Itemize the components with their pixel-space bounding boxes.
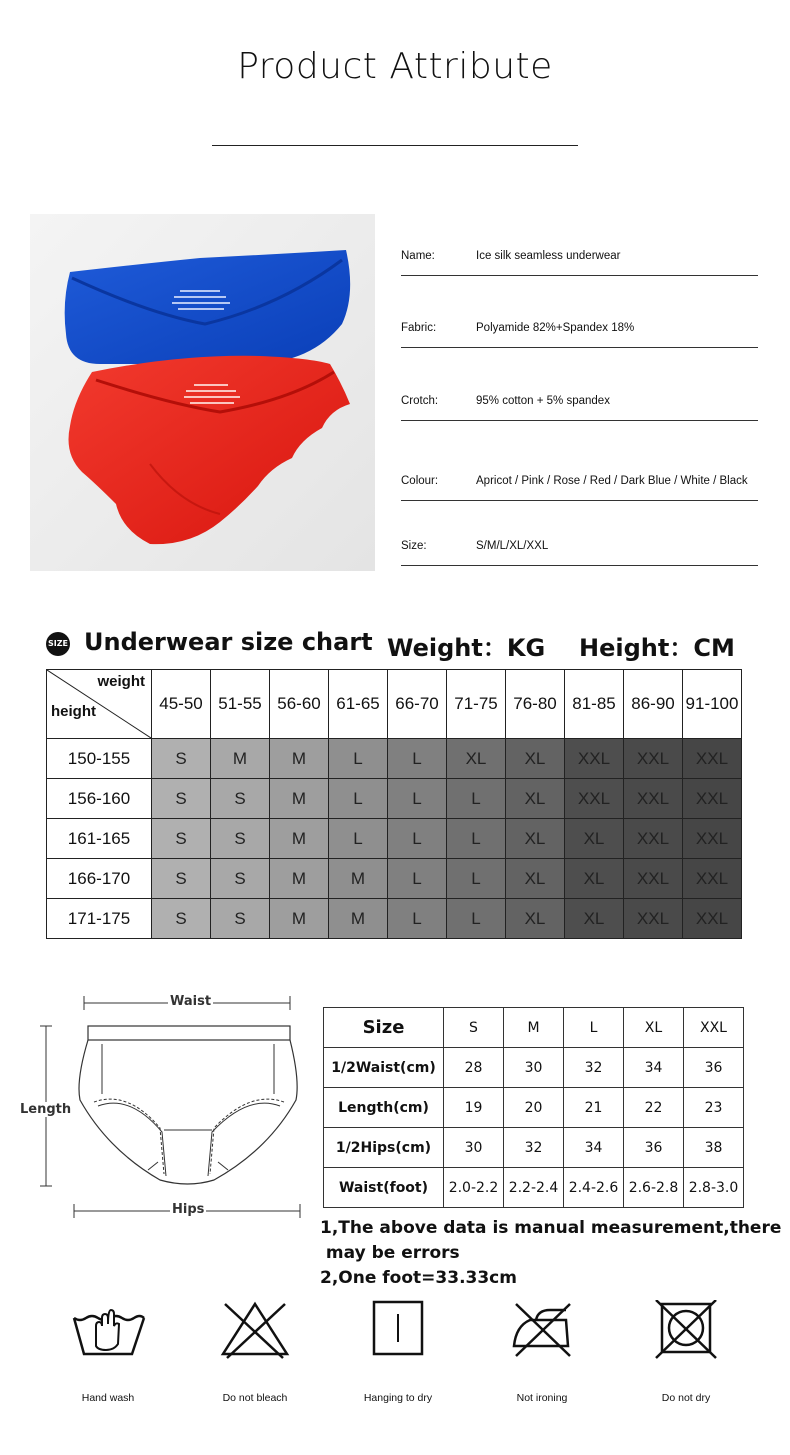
weight-unit: Weight：KG xyxy=(387,634,546,662)
attr-row-colour xyxy=(401,434,758,501)
weight-header: 71-75 xyxy=(447,670,506,739)
measurement-value: 19 xyxy=(444,1088,504,1128)
measurement-size-header: XXL xyxy=(684,1008,744,1048)
size-cell: XL xyxy=(447,739,506,779)
size-chart-row xyxy=(47,739,742,779)
size-chart-row xyxy=(47,859,742,899)
weight-header: 45-50 xyxy=(152,670,211,739)
attr-key: Colour: xyxy=(401,475,439,487)
size-cell: S xyxy=(152,779,211,819)
size-chart-corner xyxy=(47,670,152,739)
size-chart-row xyxy=(47,819,742,859)
size-cell: M xyxy=(270,779,329,819)
measurement-value: 2.6-2.8 xyxy=(624,1168,684,1208)
measurement-row xyxy=(324,1168,744,1208)
size-cell: L xyxy=(447,859,506,899)
height-range-cell: 156-160 xyxy=(47,779,152,819)
attr-value: Ice silk seamless underwear xyxy=(476,250,621,262)
note-line: 2,One foot=33.33cm xyxy=(320,1268,517,1288)
corner-height-label: height xyxy=(51,703,96,720)
measurement-value: 32 xyxy=(504,1128,564,1168)
attr-value: 95% cotton + 5% spandex xyxy=(476,395,610,407)
size-cell: M xyxy=(329,899,388,939)
weight-header: 81-85 xyxy=(565,670,624,739)
height-unit: Height：CM xyxy=(579,634,735,662)
title-divider xyxy=(212,145,578,146)
size-cell: XL xyxy=(565,899,624,939)
size-cell: L xyxy=(329,779,388,819)
size-cell: S xyxy=(152,819,211,859)
size-cell: XXL xyxy=(565,739,624,779)
measurement-row xyxy=(324,1048,744,1088)
corner-weight-label: weight xyxy=(97,673,145,690)
note-line: 1,The above data is manual measurement,there xyxy=(320,1218,782,1238)
length-label: Length xyxy=(20,1102,72,1117)
attr-key: Name: xyxy=(401,250,435,262)
attr-row-name xyxy=(401,209,758,276)
size-cell: XXL xyxy=(624,899,683,939)
size-cell: XL xyxy=(506,859,565,899)
weight-header: 61-65 xyxy=(329,670,388,739)
product-photo xyxy=(30,214,375,571)
size-cell: XL xyxy=(565,819,624,859)
size-cell: XL xyxy=(506,899,565,939)
size-cell: L xyxy=(388,739,447,779)
size-cell: XXL xyxy=(683,859,742,899)
weight-header: 56-60 xyxy=(270,670,329,739)
weight-header: 66-70 xyxy=(388,670,447,739)
size-cell: S xyxy=(152,859,211,899)
care-label: Do not bleach xyxy=(222,1392,288,1404)
size-cell: M xyxy=(270,739,329,779)
height-range-cell: 161-165 xyxy=(47,819,152,859)
size-cell: XL xyxy=(506,819,565,859)
attr-row-crotch xyxy=(401,354,758,421)
size-cell: S xyxy=(152,739,211,779)
waist-label: Waist xyxy=(170,994,212,1009)
size-chart-header-row xyxy=(47,670,742,739)
measurement-value: 36 xyxy=(684,1048,744,1088)
size-cell: L xyxy=(388,859,447,899)
measurement-row xyxy=(324,1128,744,1168)
measurement-value: 36 xyxy=(624,1128,684,1168)
care-do-not-dry xyxy=(626,1300,746,1404)
attr-key: Crotch: xyxy=(401,395,439,407)
size-chart-table xyxy=(46,669,742,939)
hang-dry-icon xyxy=(358,1300,438,1360)
measurement-row-label: 1/2Hips(cm) xyxy=(324,1128,444,1168)
size-chart-row xyxy=(47,779,742,819)
measurement-size-header: S xyxy=(444,1008,504,1048)
size-cell: M xyxy=(270,899,329,939)
size-chart-heading xyxy=(46,628,746,660)
measurement-row xyxy=(324,1088,744,1128)
size-cell: M xyxy=(211,739,270,779)
measurement-value: 34 xyxy=(564,1128,624,1168)
care-do-not-bleach xyxy=(195,1300,315,1404)
size-cell: M xyxy=(270,859,329,899)
attr-value: Apricot / Pink / Rose / Red / Dark Blue / White / Black xyxy=(476,475,748,487)
size-cell: L xyxy=(447,819,506,859)
weight-header: 51-55 xyxy=(211,670,270,739)
height-range-cell: 171-175 xyxy=(47,899,152,939)
measurement-size-header: XL xyxy=(624,1008,684,1048)
size-chart-title: Underwear size chart xyxy=(84,628,373,656)
measurement-value: 23 xyxy=(684,1088,744,1128)
measurement-value: 21 xyxy=(564,1088,624,1128)
weight-header: 86-90 xyxy=(624,670,683,739)
do-not-dry-icon xyxy=(646,1300,726,1360)
size-cell: L xyxy=(388,899,447,939)
size-cell: XL xyxy=(506,739,565,779)
size-cell: S xyxy=(211,779,270,819)
measurement-value: 28 xyxy=(444,1048,504,1088)
size-cell: S xyxy=(152,899,211,939)
care-label: Do not dry xyxy=(661,1392,711,1404)
size-cell: XXL xyxy=(624,739,683,779)
measurement-value: 30 xyxy=(444,1128,504,1168)
measurement-value: 2.8-3.0 xyxy=(684,1168,744,1208)
measurement-row-label: Waist(foot) xyxy=(324,1168,444,1208)
measurement-value: 32 xyxy=(564,1048,624,1088)
size-chart-row xyxy=(47,899,742,939)
care-label: Not ironing xyxy=(516,1392,568,1404)
note-line: may be errors xyxy=(320,1243,460,1263)
care-hand-wash xyxy=(48,1300,168,1404)
weight-header: 91-100 xyxy=(683,670,742,739)
size-cell: XXL xyxy=(624,859,683,899)
size-cell: L xyxy=(447,899,506,939)
measurement-table xyxy=(323,1007,744,1208)
size-cell: XXL xyxy=(683,779,742,819)
measurement-row-label: Length(cm) xyxy=(324,1088,444,1128)
size-cell: L xyxy=(329,739,388,779)
size-cell: XL xyxy=(506,779,565,819)
measurement-value: 22 xyxy=(624,1088,684,1128)
care-no-ironing xyxy=(482,1300,602,1404)
attr-value: Polyamide 82%+Spandex 18% xyxy=(476,322,635,334)
size-badge-icon: SIZE xyxy=(46,632,70,656)
attr-value: S/M/L/XL/XXL xyxy=(476,540,549,552)
size-cell: XL xyxy=(565,859,624,899)
care-label: Hanging to dry xyxy=(363,1392,433,1404)
height-range-cell: 166-170 xyxy=(47,859,152,899)
hand-wash-icon xyxy=(68,1300,148,1360)
measurement-notes xyxy=(320,1216,781,1291)
size-cell: XXL xyxy=(683,899,742,939)
size-cell: XXL xyxy=(683,739,742,779)
size-cell: L xyxy=(388,779,447,819)
measurement-value: 34 xyxy=(624,1048,684,1088)
size-cell: L xyxy=(329,819,388,859)
hips-label: Hips xyxy=(172,1202,205,1217)
size-cell: M xyxy=(329,859,388,899)
size-cell: XXL xyxy=(565,779,624,819)
measurement-value: 2.2-2.4 xyxy=(504,1168,564,1208)
measurement-value: 20 xyxy=(504,1088,564,1128)
height-range-cell: 150-155 xyxy=(47,739,152,779)
size-cell: S xyxy=(211,859,270,899)
weight-header: 76-80 xyxy=(506,670,565,739)
measurement-size-label: Size xyxy=(324,1008,444,1048)
size-cell: XXL xyxy=(624,819,683,859)
measurement-size-header: M xyxy=(504,1008,564,1048)
attr-row-fabric xyxy=(401,281,758,348)
care-hang-dry xyxy=(338,1300,458,1404)
measurement-header-row xyxy=(324,1008,744,1048)
do-not-bleach-icon xyxy=(215,1300,295,1360)
size-cell: XXL xyxy=(683,819,742,859)
attr-row-size xyxy=(401,499,758,566)
size-cell: XXL xyxy=(624,779,683,819)
measurement-value: 2.4-2.6 xyxy=(564,1168,624,1208)
size-cell: L xyxy=(447,779,506,819)
size-cell: L xyxy=(388,819,447,859)
page-title: Product Attribute xyxy=(237,46,553,87)
attr-key: Size: xyxy=(401,540,427,552)
measurement-size-header: L xyxy=(564,1008,624,1048)
measurement-value: 2.0-2.2 xyxy=(444,1168,504,1208)
measurement-row-label: 1/2Waist(cm) xyxy=(324,1048,444,1088)
size-cell: S xyxy=(211,899,270,939)
attr-key: Fabric: xyxy=(401,322,437,334)
measurement-value: 30 xyxy=(504,1048,564,1088)
size-cell: S xyxy=(211,819,270,859)
sizing-diagram xyxy=(18,990,318,1220)
care-label: Hand wash xyxy=(81,1392,135,1404)
no-ironing-icon xyxy=(502,1300,582,1360)
measurement-value: 38 xyxy=(684,1128,744,1168)
size-cell: M xyxy=(270,819,329,859)
